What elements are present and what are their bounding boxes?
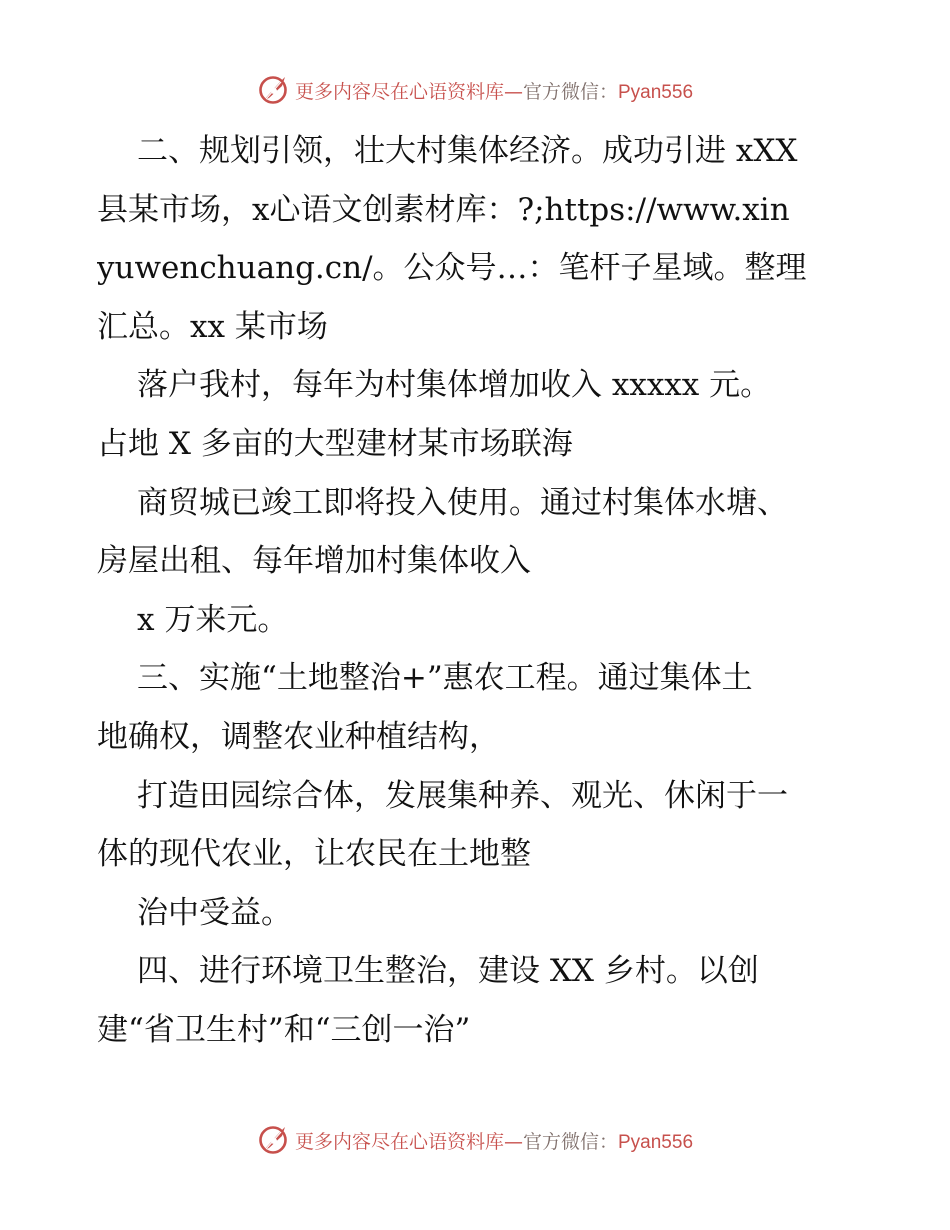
body-line-1: 二、规划引领，壮大村集体经济。成功引进 xXX xyxy=(137,133,798,169)
footer-watermark xyxy=(0,1122,950,1158)
footer-official: 官方微信： xyxy=(522,1130,618,1153)
header-wechat-id: Pyan556 xyxy=(618,81,694,103)
header-banner-text xyxy=(295,77,693,104)
body-line-9: x 万来元。 xyxy=(137,601,289,638)
header-watermark xyxy=(0,72,950,108)
footer-banner-text xyxy=(295,1127,693,1154)
body-line-16: 建“省卫生村”和“三创一治” xyxy=(97,1011,471,1048)
body-line-6: 占地 X 多亩的大型建材某市场联海 xyxy=(97,425,573,462)
body-line-10: 三、实施“土地整治+”惠农工程。通过集体土 xyxy=(137,660,753,697)
body-line-11: 地确权，调整农业种植结构， xyxy=(97,718,500,755)
body-line-4: 汇总。xx 某市场 xyxy=(97,308,328,345)
header-official: 官方微信： xyxy=(522,80,618,103)
footer-dash: — xyxy=(503,1130,523,1153)
quill-logo-icon xyxy=(257,1123,291,1157)
body-line-12: 打造田园综合体，发展集种养、观光、休闲于一 xyxy=(137,777,788,814)
body-line-7: 商贸城已竣工即将投入使用。通过村集体水塘、 xyxy=(137,484,788,521)
body-line-15: 四、进行环境卫生整治，建设 XX 乡村。以创 xyxy=(137,953,759,990)
body-line-3: yuwenchuang.cn/。公众号…：笔杆子星域。整理 xyxy=(97,250,807,287)
body-line-2: 县某市场，x心语文创素材库：?;https://www.xin xyxy=(97,191,790,228)
document-body xyxy=(97,122,867,1060)
body-line-14: 治中受益。 xyxy=(137,894,292,931)
header-dash: — xyxy=(503,80,523,103)
footer-brand: 更多内容尽在心语资料库 xyxy=(294,1130,504,1153)
quill-logo-icon xyxy=(257,73,291,107)
header-brand: 更多内容尽在心语资料库 xyxy=(294,80,504,103)
body-line-13: 体的现代农业，让农民在土地整 xyxy=(97,836,531,873)
footer-wechat-id: Pyan556 xyxy=(618,1131,694,1153)
body-line-5: 落户我村，每年为村集体增加收入 xxxxx 元。 xyxy=(137,367,772,404)
body-line-8: 房屋出租、每年增加村集体收入 xyxy=(97,543,531,580)
